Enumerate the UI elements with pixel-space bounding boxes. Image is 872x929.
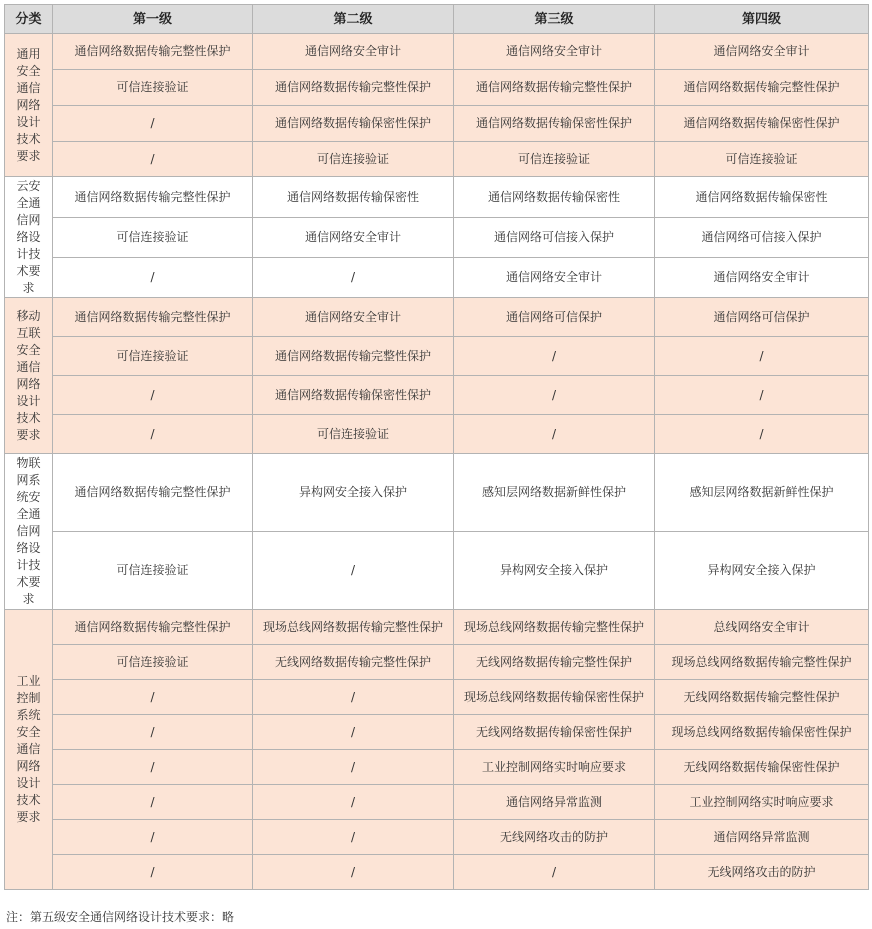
level-4-cell: 无线网络攻击的防护 <box>655 855 869 890</box>
table-row <box>5 415 869 454</box>
level-2-cell: 可信连接验证 <box>253 142 454 177</box>
level-4-cell: 通信网络数据传输保密性保护 <box>655 106 869 142</box>
category-cell: 通用 安全 通信 网络 设计 技术 要求 <box>5 34 53 177</box>
header-row <box>5 5 869 34</box>
level-3-cell: 通信网络数据传输保密性 <box>454 177 655 218</box>
table-row <box>5 750 869 785</box>
level-2-cell: 通信网络安全审计 <box>253 298 454 337</box>
level-4-cell: 感知层网络数据新鲜性保护 <box>655 454 869 532</box>
footnote: 注：第五级安全通信网络设计技术要求：略 <box>6 910 235 924</box>
level-2-cell: / <box>253 715 454 750</box>
level-1-cell: / <box>53 750 253 785</box>
level-1-cell: / <box>53 715 253 750</box>
level-4-cell: 现场总线网络数据传输保密性保护 <box>655 715 869 750</box>
table-row <box>5 532 869 610</box>
level-4-cell: 通信网络安全审计 <box>655 34 869 70</box>
level-4-cell: 工业控制网络实时响应要求 <box>655 785 869 820</box>
level-1-cell: / <box>53 855 253 890</box>
level-3-cell: 无线网络攻击的防护 <box>454 820 655 855</box>
level-4-cell: 通信网络可信保护 <box>655 298 869 337</box>
table-row <box>5 337 869 376</box>
level-3-cell: / <box>454 376 655 415</box>
table-row <box>5 376 869 415</box>
level-3-cell: 通信网络数据传输完整性保护 <box>454 70 655 106</box>
level-2-cell: 通信网络安全审计 <box>253 34 454 70</box>
level-3-cell: / <box>454 337 655 376</box>
table-row <box>5 218 869 258</box>
category-cell: 工业 控制 系统 安全 通信 网络 设计 技术 要求 <box>5 610 53 890</box>
header-category: 分类 <box>5 5 53 34</box>
level-4-cell: / <box>655 415 869 454</box>
table-row <box>5 34 869 70</box>
table-row <box>5 298 869 337</box>
table-row <box>5 715 869 750</box>
level-1-cell: / <box>53 106 253 142</box>
level-3-cell: 通信网络可信保护 <box>454 298 655 337</box>
category-cell: 移动 互联 安全 通信 网络 设计 技术 要求 <box>5 298 53 454</box>
level-3-cell: 通信网络安全审计 <box>454 34 655 70</box>
table-body <box>5 34 869 890</box>
level-3-cell: 可信连接验证 <box>454 142 655 177</box>
level-2-cell: / <box>253 750 454 785</box>
level-4-cell: 可信连接验证 <box>655 142 869 177</box>
level-2-cell: 通信网络数据传输完整性保护 <box>253 70 454 106</box>
level-2-cell: / <box>253 258 454 298</box>
level-3-cell: 现场总线网络数据传输完整性保护 <box>454 610 655 645</box>
table-row <box>5 106 869 142</box>
level-4-cell: 通信网络异常监测 <box>655 820 869 855</box>
level-4-cell: / <box>655 376 869 415</box>
level-1-cell: 通信网络数据传输完整性保护 <box>53 177 253 218</box>
header-level-4: 第四级 <box>655 5 869 34</box>
level-3-cell: 通信网络安全审计 <box>454 258 655 298</box>
level-1-cell: 通信网络数据传输完整性保护 <box>53 454 253 532</box>
level-4-cell: 通信网络可信接入保护 <box>655 218 869 258</box>
table-row <box>5 785 869 820</box>
table-row <box>5 454 869 532</box>
level-3-cell: 通信网络数据传输保密性保护 <box>454 106 655 142</box>
level-1-cell: 可信连接验证 <box>53 532 253 610</box>
level-4-cell: 异构网安全接入保护 <box>655 532 869 610</box>
level-2-cell: / <box>253 785 454 820</box>
level-4-cell: 无线网络数据传输完整性保护 <box>655 680 869 715</box>
level-1-cell: / <box>53 258 253 298</box>
level-3-cell: 感知层网络数据新鲜性保护 <box>454 454 655 532</box>
level-1-cell: 通信网络数据传输完整性保护 <box>53 298 253 337</box>
table-row <box>5 680 869 715</box>
level-2-cell: 现场总线网络数据传输完整性保护 <box>253 610 454 645</box>
level-2-cell: 无线网络数据传输完整性保护 <box>253 645 454 680</box>
level-3-cell: 现场总线网络数据传输保密性保护 <box>454 680 655 715</box>
level-2-cell: / <box>253 680 454 715</box>
header-level-2: 第二级 <box>253 5 454 34</box>
level-3-cell: 通信网络可信接入保护 <box>454 218 655 258</box>
level-3-cell: / <box>454 855 655 890</box>
table-row <box>5 820 869 855</box>
table-row <box>5 855 869 890</box>
header-level-3: 第三级 <box>454 5 655 34</box>
level-2-cell: / <box>253 532 454 610</box>
level-3-cell: 通信网络异常监测 <box>454 785 655 820</box>
level-2-cell: 异构网安全接入保护 <box>253 454 454 532</box>
level-4-cell: 通信网络数据传输保密性 <box>655 177 869 218</box>
requirements-table <box>4 4 869 890</box>
level-2-cell: / <box>253 855 454 890</box>
level-2-cell: 通信网络数据传输保密性保护 <box>253 106 454 142</box>
level-1-cell: / <box>53 680 253 715</box>
level-4-cell: 通信网络安全审计 <box>655 258 869 298</box>
level-4-cell: 通信网络数据传输完整性保护 <box>655 70 869 106</box>
level-4-cell: / <box>655 337 869 376</box>
level-1-cell: / <box>53 415 253 454</box>
level-2-cell: 通信网络数据传输保密性保护 <box>253 376 454 415</box>
category-cell: 云安 全通 信网 络设 计技 术要 求 <box>5 177 53 298</box>
level-1-cell: / <box>53 785 253 820</box>
level-4-cell: 无线网络数据传输保密性保护 <box>655 750 869 785</box>
level-2-cell: 通信网络数据传输完整性保护 <box>253 337 454 376</box>
level-1-cell: / <box>53 376 253 415</box>
level-2-cell: 可信连接验证 <box>253 415 454 454</box>
level-2-cell: 通信网络安全审计 <box>253 218 454 258</box>
level-3-cell: 无线网络数据传输完整性保护 <box>454 645 655 680</box>
level-2-cell: / <box>253 820 454 855</box>
level-1-cell: 可信连接验证 <box>53 70 253 106</box>
category-cell: 物联 网系 统安 全通 信网 络设 计技 术要 求 <box>5 454 53 610</box>
level-3-cell: 异构网安全接入保护 <box>454 532 655 610</box>
table-row <box>5 258 869 298</box>
level-1-cell: 通信网络数据传输完整性保护 <box>53 610 253 645</box>
level-1-cell: / <box>53 142 253 177</box>
level-4-cell: 现场总线网络数据传输完整性保护 <box>655 645 869 680</box>
table-row <box>5 70 869 106</box>
level-1-cell: 通信网络数据传输完整性保护 <box>53 34 253 70</box>
level-1-cell: / <box>53 820 253 855</box>
table-row <box>5 177 869 218</box>
level-3-cell: 无线网络数据传输保密性保护 <box>454 715 655 750</box>
level-3-cell: / <box>454 415 655 454</box>
table-row <box>5 142 869 177</box>
level-3-cell: 工业控制网络实时响应要求 <box>454 750 655 785</box>
table-row <box>5 645 869 680</box>
table-row <box>5 610 869 645</box>
level-2-cell: 通信网络数据传输保密性 <box>253 177 454 218</box>
level-4-cell: 总线网络安全审计 <box>655 610 869 645</box>
level-1-cell: 可信连接验证 <box>53 337 253 376</box>
level-1-cell: 可信连接验证 <box>53 645 253 680</box>
level-1-cell: 可信连接验证 <box>53 218 253 258</box>
header-level-1: 第一级 <box>53 5 253 34</box>
